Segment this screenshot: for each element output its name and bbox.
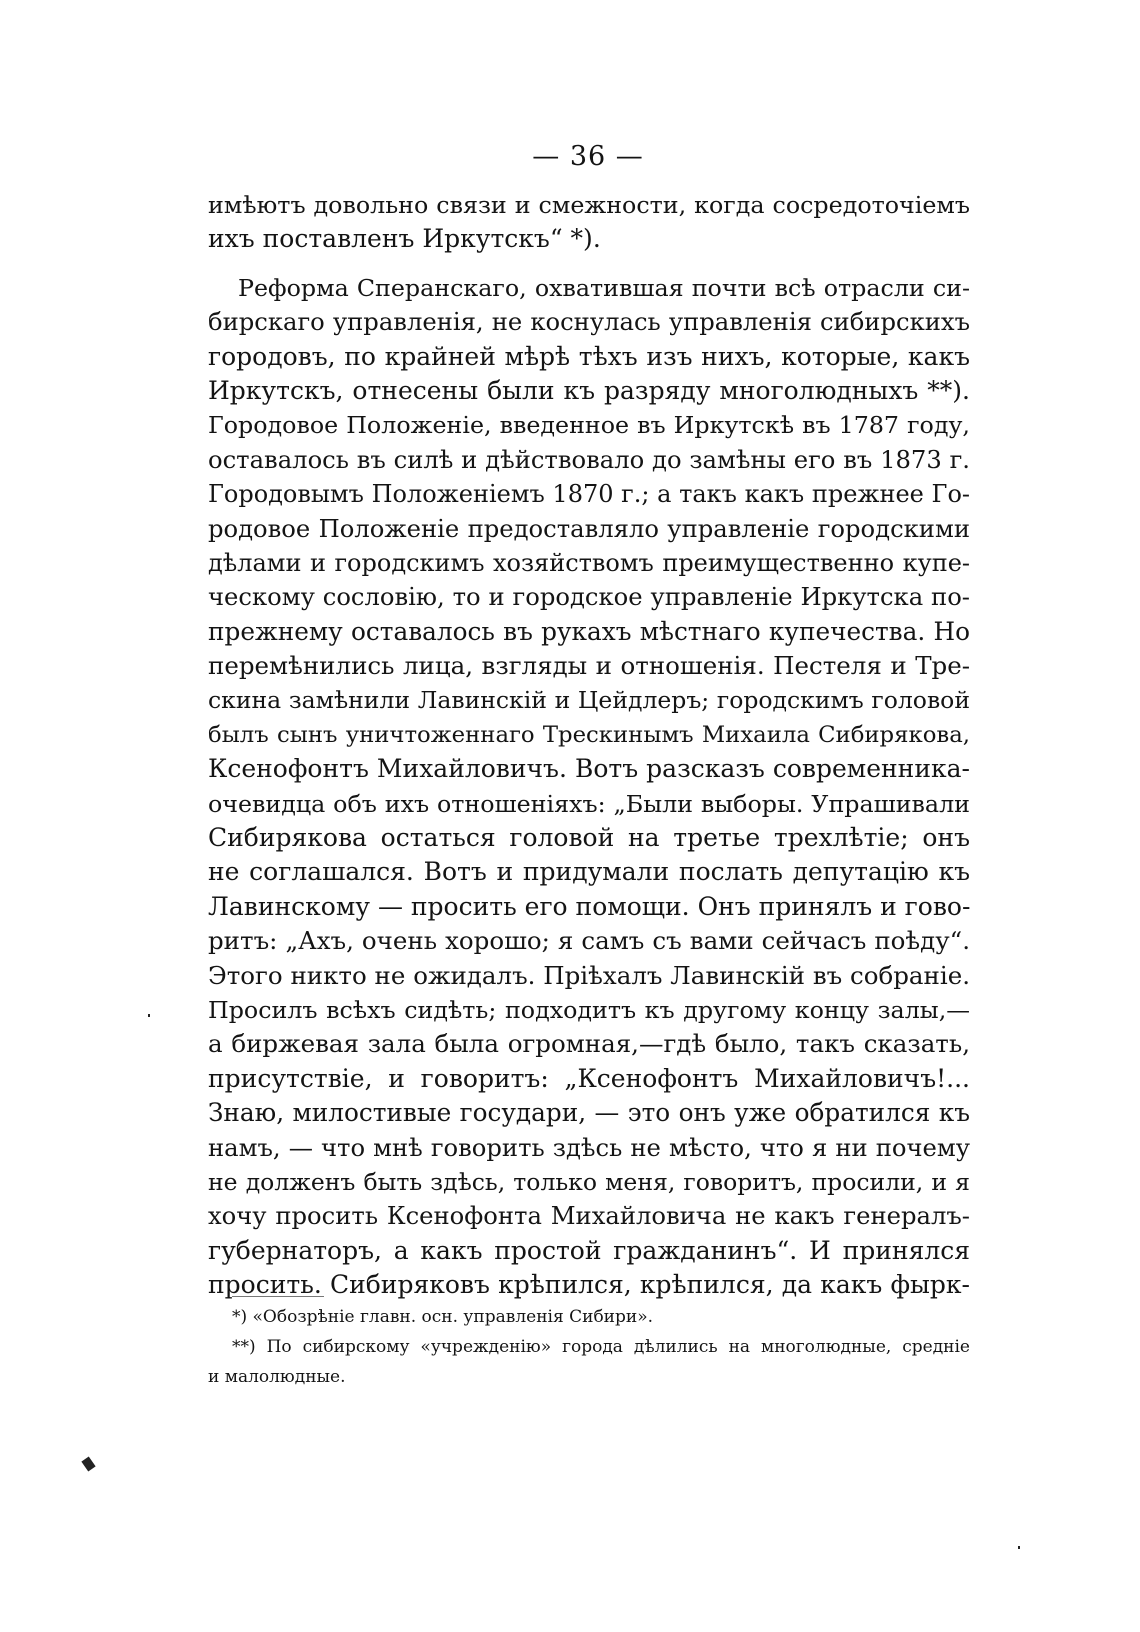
text-line: Знаю, милостивые государи, — это онъ уже обратился къ: [208, 1098, 970, 1128]
text-line: Просилъ всѣхъ сидѣть; подходитъ къ другому концу залы,—: [208, 995, 970, 1024]
text-line: скина замѣнили Лавинскій и Цейдлеръ; городскимъ головой: [208, 686, 970, 715]
footnote-divider: [232, 1296, 324, 1297]
text-line: Городовое Положеніе, введенное въ Иркутскѣ въ 1787 году,: [208, 411, 970, 440]
text-line: бирскаго управленія, не коснулась управленія сибирскихъ: [208, 307, 970, 337]
text-line: ритъ: „Ахъ, очень хорошо; я самъ съ вами сейчасъ поѣду“.: [208, 926, 970, 956]
text-line: Реформа Сперанскаго, охватившая почти всѣ отрасли си-: [238, 273, 970, 302]
text-line: родовое Положеніе предоставляло управленіе городскими: [208, 513, 970, 543]
paragraph-gap: [208, 257, 970, 271]
text-line: Городовымъ Положеніемъ 1870 г.; а такъ какъ прежнее Го-: [208, 480, 970, 509]
text-line: городовъ, по крайней мѣрѣ тѣхъ изъ нихъ, которые, какъ: [208, 341, 970, 371]
footnote-line: *) «Обозрѣніе главн. осн. управленія Сибири».: [232, 1307, 654, 1327]
text-line: былъ сынъ уничтоженнаго Трескинымъ Михаила Сибирякова,: [208, 721, 970, 748]
page-number: — 36 —: [532, 141, 644, 172]
scan-speck: [148, 1014, 150, 1017]
text-line: просить. Сибиряковъ крѣпился, крѣпился, да какъ фырк-: [208, 1270, 970, 1300]
scan-speck: [1018, 1546, 1020, 1549]
text-line: Иркутскъ, отнесены были къ разряду многолюдныхъ **).: [208, 375, 970, 405]
footnote-line: **) По сибирскому «учрежденію» города дѣлились на многолюдные, средніе: [232, 1337, 970, 1357]
text-line: оставалось въ силѣ и дѣйствовало до замѣны его въ 1873 г.: [208, 444, 970, 474]
text-line: а биржевая зала была огромная,—гдѣ было, такъ сказать,: [208, 1029, 970, 1059]
body-text: [208, 188, 970, 1303]
text-line: присутствіе, и говоритъ: „Ксенофонтъ Михайловичъ!...: [208, 1063, 970, 1093]
text-line: намъ, — что мнѣ говорить здѣсь не мѣсто, что я ни почему: [208, 1132, 970, 1162]
footnotes: [208, 1302, 970, 1392]
text-line: имѣютъ довольно связи и смежности, когда сосредоточіемъ: [208, 191, 970, 219]
text-line: Сибирякова остаться головой на третье трехлѣтіе; онъ: [208, 823, 970, 853]
text-line: ихъ поставленъ Иркутскъ“ *).: [208, 224, 601, 254]
scan-speck: [81, 1457, 95, 1472]
text-line: Этого никто не ожидалъ. Пріѣхалъ Лавинскій въ собраніе.: [208, 960, 970, 990]
footnote-line: и малолюдные.: [208, 1367, 346, 1387]
text-line: Лавинскому — просить его помощи. Онъ принялъ и гово-: [208, 891, 971, 921]
text-line: ческому сословію, то и городское управленіе Иркутска по-: [208, 582, 970, 612]
text-line: дѣлами и городскимъ хозяйствомъ преимущественно купе-: [208, 548, 970, 577]
text-line: перемѣнились лица, взгляды и отношенія. Пестеля и Тре-: [208, 651, 970, 681]
text-line: прежнему оставалось въ рукахъ мѣстнаго купечества. Но: [208, 616, 970, 646]
text-line: хочу просить Ксенофонта Михайловича не какъ генералъ-: [208, 1201, 970, 1231]
text-line: очевидца объ ихъ отношеніяхъ: „Были выборы. Упрашивали: [208, 789, 970, 818]
text-line: не долженъ быть здѣсь, только меня, говоритъ, просили, и я: [208, 1167, 970, 1196]
text-line: не соглашался. Вотъ и придумали послать депутацію къ: [208, 857, 970, 887]
text-line: Ксенофонтъ Михайловичъ. Вотъ разсказъ современника-: [208, 754, 970, 784]
text-line: губернаторъ, а какъ простой гражданинъ“. И принялся: [208, 1235, 970, 1265]
